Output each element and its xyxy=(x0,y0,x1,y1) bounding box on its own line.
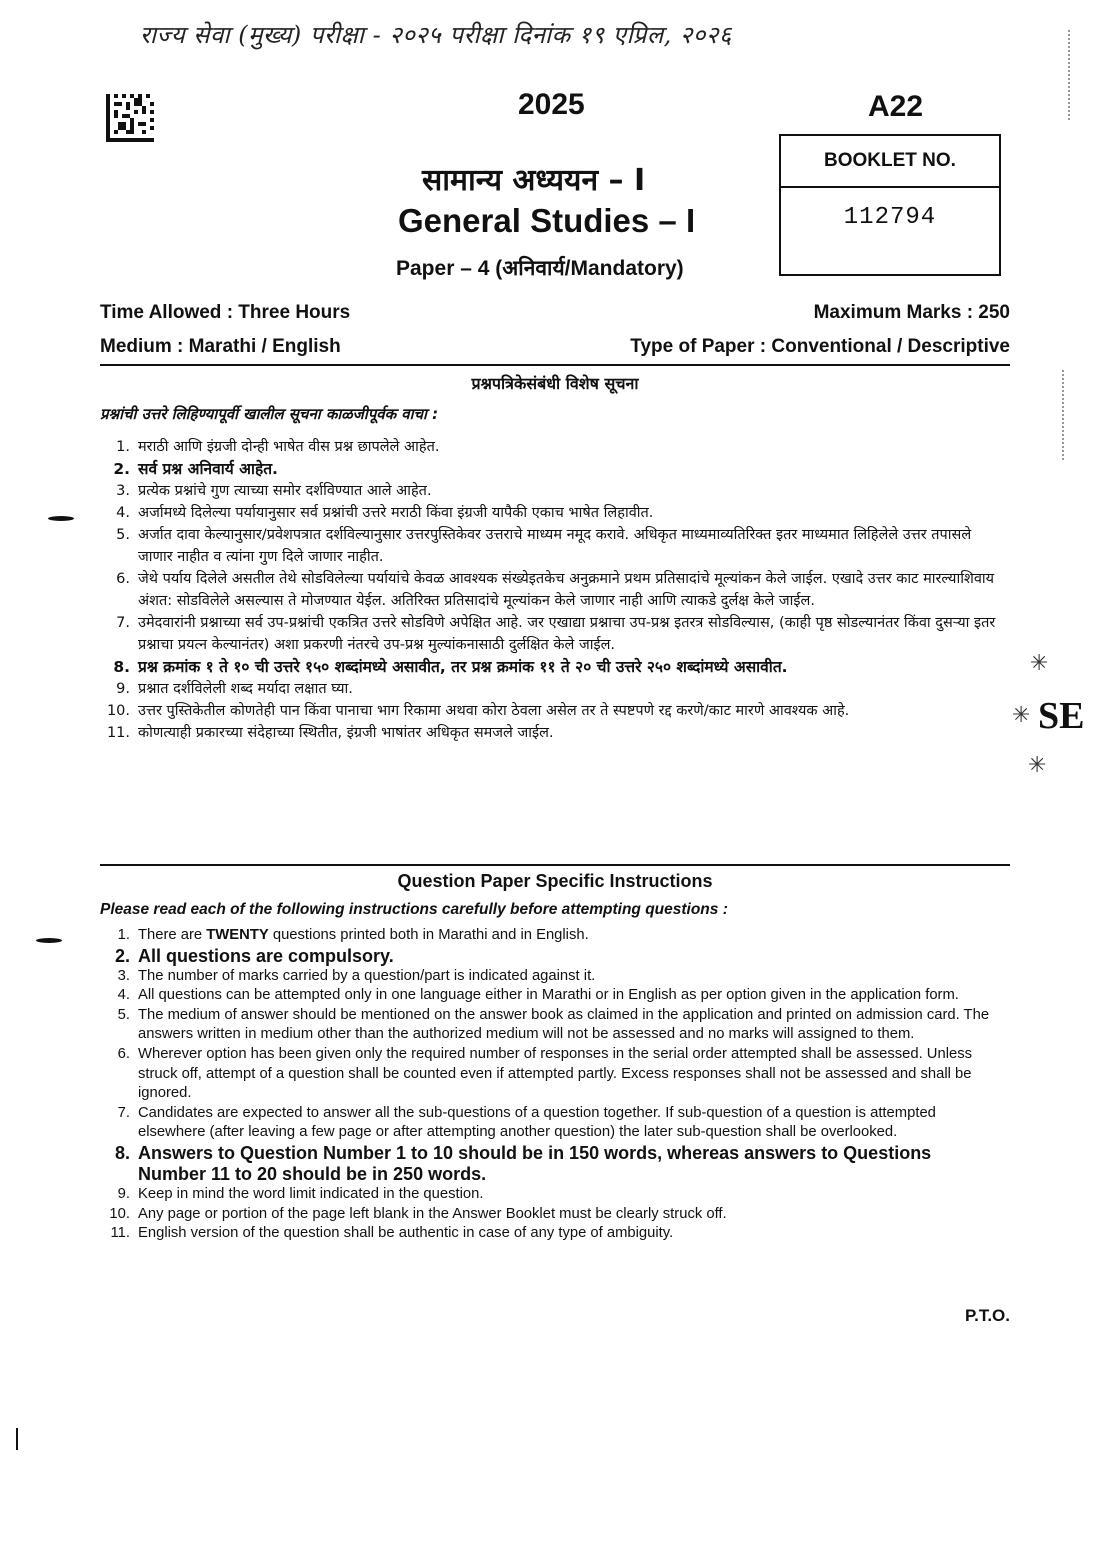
type-of-paper: Type of Paper : Conventional / Descriptive xyxy=(630,336,1010,357)
pto-label: P.T.O. xyxy=(964,1306,1010,1325)
booklet-label: BOOKLET NO. xyxy=(781,136,999,188)
time-allowed: Time Allowed : Three Hours xyxy=(100,302,351,323)
instruction-number: 3. xyxy=(116,483,130,499)
asterisk-icon: ✳ xyxy=(1012,702,1031,727)
instruction-item xyxy=(100,1104,1000,1143)
instruction-text: अर्जामध्ये दिलेल्या पर्यायानुसार सर्व प्रश्नांची उत्तरे मराठी किंवा इंग्रजी यापैकी एकाच भाषेत लिहावीत. xyxy=(138,505,654,521)
instruction-item xyxy=(100,946,1000,967)
instruction-text: Candidates are expected to answer all the sub-questions of a question together. If sub-question of a question is attempted elsewhere (after leaving a few page or after attempting another question) the later sub-question shall be overlooked. xyxy=(138,1104,936,1141)
instruction-text: उमेदवारांनी प्रश्नाच्या सर्व उप-प्रश्नांची एकत्रित उत्तरे सोडविणे अपेक्षित आहे. जर एखाद्या प्रश्नाचा उप-प्रश्न इतरत्र सोडविल्यास, (काही पृष्ठ सोडल्यानंतर किंवा दुसऱ्या इतर प्रश्नाचा प्रयत्न केल्यानंतर) अशा प्रकरणी नंतरचे उप-प्रश्न मुल्यांकनासाठी दुर्लक्षित केले जाईल. xyxy=(138,615,996,653)
instruction-number: 11. xyxy=(110,1225,130,1242)
instruction-item xyxy=(100,1006,1000,1045)
instruction-text: प्रत्येक प्रश्नांचे गुण त्याच्या समोर दर्शविण्यात आले आहेत. xyxy=(138,483,432,499)
marathi-section-title: प्रश्नपत्रिकेसंबंधी विशेष सूचना xyxy=(471,374,639,393)
instruction-item xyxy=(100,656,1006,678)
instruction-text: The medium of answer should be mentioned on the answer book as claimed in the application and printed on admission card. The answers written in medium other than the authorized medium will not be assessed and no marks will assigned to them. xyxy=(138,1006,990,1043)
instruction-number: 5. xyxy=(117,1006,130,1023)
instruction-number: 6. xyxy=(117,1045,130,1062)
title-marathi: सामान्य अध्ययन – I xyxy=(422,163,646,198)
margin-punch-mark xyxy=(48,516,74,521)
instruction-number: 10. xyxy=(106,703,130,719)
edge-dotted-line xyxy=(1068,30,1073,120)
instruction-item xyxy=(100,1224,1000,1244)
paper-code: A22 xyxy=(868,90,924,123)
title-english: General Studies – I xyxy=(398,202,696,239)
instruction-text: English version of the question shall be authentic in case of any type of ambiguity. xyxy=(138,1225,674,1242)
handwritten-exam-note: राज्य सेवा (मुख्य) परीक्षा - २०२५ परीक्षा दिनांक १९ एप्रिल, २०२६ xyxy=(140,21,732,49)
section-divider xyxy=(100,864,1010,866)
datamatrix-barcode-icon xyxy=(106,94,154,142)
instruction-text: सर्व प्रश्न अनिवार्य आहेत. xyxy=(138,460,278,478)
instruction-number: 11. xyxy=(106,725,130,741)
instruction-number: 8. xyxy=(114,1142,130,1163)
instruction-number: 7. xyxy=(116,615,130,631)
instruction-text: उत्तर पुस्तिकेतील कोणतेही पान किंवा पानाचा भाग रिकामा अथवा कोरा ठेवला असेल तर ते स्पष्टपणे रद्द करणे/काट मारणे आवश्यक आहे. xyxy=(138,703,850,719)
instruction-number: 3. xyxy=(117,967,130,984)
marathi-intro: प्रश्नांची उत्तरे लिहिण्यापूर्वी खालील सूचना काळजीपूर्वक वाचा : xyxy=(100,405,439,423)
english-instruction-list xyxy=(100,926,1000,1244)
instruction-number: 4. xyxy=(117,987,130,1004)
instruction-item xyxy=(100,967,1000,987)
instruction-text: There are xyxy=(138,927,207,943)
instruction-text: कोणत्याही प्रकारच्या संदेहाच्या स्थितीत, इंग्रजी भाषांतर अधिकृत समजले जाईल. xyxy=(138,725,554,741)
maximum-marks: Maximum Marks : 250 xyxy=(813,302,1010,323)
edge-dotted-line xyxy=(1062,370,1067,460)
instruction-item xyxy=(100,986,1000,1006)
exam-year: 2025 xyxy=(518,88,585,121)
instruction-number: 5. xyxy=(116,527,130,543)
instruction-item xyxy=(100,926,1000,946)
booklet-number-box xyxy=(779,134,1001,276)
instruction-number: 2. xyxy=(113,460,130,478)
instruction-item xyxy=(100,1185,1000,1205)
medium: Medium : Marathi / English xyxy=(100,336,341,357)
instruction-item xyxy=(100,1205,1000,1225)
instruction-item xyxy=(100,568,1006,612)
instruction-text: प्रश्न क्रमांक १ ते १० ची उत्तरे १५० शब्दांमध्ये असावीत, तर प्रश्न क्रमांक ११ ते २० ची उत्तरे २५० शब्दांमध्ये असावीत. xyxy=(138,658,788,676)
instruction-number: 8. xyxy=(113,658,130,676)
paper-line: Paper – 4 (अनिवार्य/Mandatory) xyxy=(396,257,684,280)
instruction-text: Keep in mind the word limit indicated in the question. xyxy=(138,1185,484,1202)
english-intro: Please read each of the following instructions carefully before attempting questions : xyxy=(100,901,728,918)
instruction-item xyxy=(100,458,1006,480)
instruction-number: 1. xyxy=(117,927,130,943)
instruction-item xyxy=(100,1143,1000,1185)
asterisk-icon: ✳ xyxy=(1028,752,1047,777)
instruction-number: 9. xyxy=(117,1185,130,1202)
instruction-item xyxy=(100,612,1006,656)
instruction-number: 6. xyxy=(116,571,130,587)
instruction-text: जेथे पर्याय दिलेले असतील तेथे सोडविलेल्या पर्यायांचे केवळ आवश्यक संख्येइतकेच अनुक्रमाने प्रथम प्रतिसादांचे मूल्यांकन केले जाईल. एखादे उत्तर काट मारल्याशिवाय अंशत: सोडविलेले असल्यास ते मोजण्यात येईल. अतिरिक्त प्रतिसादांचे मूल्यांकन केले जाणार नाही आणि त्याकडे दुर्लक्ष केले जाईल. xyxy=(138,571,995,609)
instruction-number: 9. xyxy=(116,681,130,697)
instruction-item xyxy=(100,1045,1000,1104)
instruction-item xyxy=(100,524,1006,568)
instruction-item xyxy=(100,502,1006,524)
instruction-emphasis: TWENTY xyxy=(206,927,269,943)
instruction-text: Any page or portion of the page left blank in the Answer Booklet must be clearly struck off. xyxy=(138,1205,727,1222)
instruction-text: Answers to Question Number 1 to 10 should be in 150 words, whereas answers to Questions Number 11 to 20 should be in 250 words. xyxy=(138,1142,932,1184)
instruction-item xyxy=(100,722,1006,744)
instruction-item xyxy=(100,480,1006,502)
asterisk-icon: ✳ xyxy=(1030,650,1049,675)
instruction-text: The number of marks carried by a question/part is indicated against it. xyxy=(138,967,596,984)
margin-punch-mark xyxy=(36,938,62,943)
instruction-number: 4. xyxy=(116,505,130,521)
instruction-text: मराठी आणि इंग्रजी दोन्ही भाषेत वीस प्रश्न छापलेले आहेत. xyxy=(138,439,440,455)
margin-tick-mark xyxy=(16,1428,18,1450)
instruction-item xyxy=(100,436,1006,458)
instruction-text: questions printed both in Marathi and in English. xyxy=(268,927,589,943)
instruction-number: 1. xyxy=(116,439,130,455)
instruction-item xyxy=(100,678,1006,700)
instruction-text: Wherever option has been given only the required number of responses in the serial order attempted shall be assessed. Unless struck off, attempt of a question shall be counted even if attempted partly. Excess responses shall not be assessed and shall be ignored. xyxy=(138,1045,973,1102)
instruction-item xyxy=(100,700,1006,722)
instruction-text: प्रश्नात दर्शविलेली शब्द मर्यादा लक्षात घ्या. xyxy=(138,681,353,697)
stamp-fragment: SE xyxy=(1038,695,1085,737)
marathi-instruction-list xyxy=(100,436,1006,744)
english-section-title: Question Paper Specific Instructions xyxy=(397,871,713,891)
instruction-text: All questions are compulsory. xyxy=(138,945,394,966)
instruction-text: अर्जात दावा केल्यानुसार/प्रवेशपत्रात दर्शविल्यानुसार उत्तरपुस्तिकेवर उत्तराचे माध्यम नमूद करावे. अधिकृत माध्यमाव्यतिरिक्त इतर माध्यमात लिहिलेले उत्तर तपासले जाणार नाहीत व त्यांना गुण दिले जाणार नाहीत. xyxy=(138,527,972,565)
header-divider xyxy=(100,364,1010,366)
instruction-number: 10. xyxy=(109,1205,130,1222)
instruction-text: All questions can be attempted only in one language either in Marathi or in English as per option given in the application form. xyxy=(138,987,959,1004)
instruction-number: 7. xyxy=(117,1104,130,1121)
booklet-number: 112794 xyxy=(843,204,937,231)
instruction-number: 2. xyxy=(114,945,130,966)
